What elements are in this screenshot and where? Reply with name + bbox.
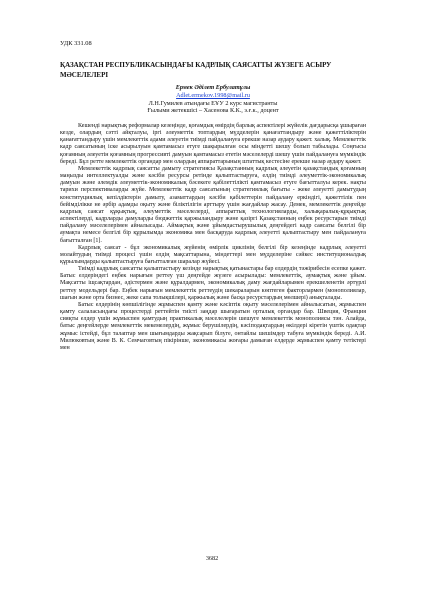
- paper-title: ҚАЗАҚСТАН РЕСПУБЛИКАСЫНДАҒЫ КАДРЛЫҚ САЯСАТТЫ ЖҮЗЕГЕ АСЫРУ МӘСЕЛЕЛЕРІ: [60, 61, 332, 79]
- page-number: 3682: [205, 555, 219, 562]
- paragraph: Батыс елдерінің көпшілігінде жұмыспен қамту және кәсіптік оқыту мәселелерімен айналысатын, жұмыспен қамту салаласындағы процестерді реттейтін тиісті заңдар шығаратын орталық органдар бар. Швеция, Франция сияқты елдер үшін жұмыспен қамтудың практикалық мәселелерін шешуге мемлекеттік монополиясы тән. Алайда, батыс деңгейлерде мемлекеттік мекемелердің, жұмыс берушілердің, кәсіподақтардың өкілдері кіретін үштік одақтар жұмыс істейді, бұл талаптар мен шығымдарды жақсарып білуге, онтайлы шешімдер табуға мүмкіндік береді. А.И. Милюковтың және В. К. Семчаговтың пікірінше, экономикасы жоғары дамыған елдерде жұмыспен қамту тетіктері мен: [60, 301, 366, 351]
- author-email-link[interactable]: Adlet.ermekov.1998@mail.ru: [176, 91, 250, 99]
- paragraph: Кешенді нарықтық реформалар кезеңінде, қоғамдық өмірдің барлық аспектілері жүйелік дағдарысқа ұшыраған кезде, олардың сәтті айқталуы, іргі әлеуметтік топтардың мүдделерін қанағаттандыру және қажеттіліктерін қанағаттандыру үшін мемлекеттік адами әлеуетін тиімді пайдалануға ерекше назар аудару қажет. халық. Мемлекеттік кадр саясатының іске асырылуын қамтамасыз етуге шақырылған осы міндетті шешу болып табылады. Соңғысы қоғамның әлеуетін қоғамның прогрессивті дамуын қамтамасыз ететін мәселелерді шешу үшін пайдалануға мүмкіндік береді. Бұл ретте мемлекеттік органдар мен олардың аппараттарының штаттық кестесіне ерекше назар аудару қажет.: [60, 123, 366, 165]
- paragraph: Кадрлық саясат - бұл экономикалық жүйенің өмірлік циклінің белгілі бір кезеңінде кадрлық әлеуетті молайтудың тиімді процесі үшін елдің мақсаттарына, міндеттері мен мүдделеріне сәйкес институционалдық құрылымдарды қалыптастыруға бағытталған шаралар жүйесі.: [60, 244, 366, 265]
- paper-body: [60, 123, 366, 352]
- author-name: Ермек Әділет Ербулатұлы: [175, 84, 251, 91]
- paragraph: Мемлекеттік кадрлық саясатты дамыту стратегиясы Қазақстанның кадрлық әлеуетін қазақстандық қоғамның маңызды интеллектуалды және кәсіби ресурсы ретінде қалыптастыруға, елдің тиімді әлеуметтік-экономикалық дамуын және әлемдік әлеуметтік-экономикалық бәсекеге қабілеттілікті қамтамасыз етуге бағытталуы керек. нақты тарихи перспективаларды жүйе. Мемлекеттік кадр саясатының стратегиялық бағыты - жеке әлеуетті дамытудың конституциялық кепілдіктерін дамыту, азаматтардың кәсіби қабілеттерін пайдалану еркіндігі, қажеттілік пен бейімділікке не әрбір адамды оқыту және біліктілігін арттыру үшін жағдайлар жасау. Демек, мемлекеттік деңгейде кадрлық саясат құқықтық, әлеуметтік мәселелерді, аппараттық технологияларды, халықаралық-құқықтық аспектілерді, кадрларды дамуларды бюджеттік қаржыландыру және қазіргі Қазақстанның еңбек ресурстарын тиімді пайдалану мәселелерімен айналысады. Аймақтық және ұйымдастырушылық деңгейдегі кадр саясаты белгілі бір аумақта немесе белгілі бір құрылымда экономика мен басқаруда кадрлық әлеуетті қалыптастыру мен пайдалануға бағытталған [1].: [60, 165, 366, 244]
- paragraph: Тиімді кадрлық саясатты қалыптастыру кезінде нарықтық қатынастары бар елдердің тәжірибесін есепке қажет. Батыс елдеріндегі еңбек нарығын реттеу үш деңгейде жүзеге асырылады: мемлекеттік, аумақтық және ұйым. Мақсатты іщсақтардан, әдістермен және құралдармен, экономикалық даму жағдайларымен ерекшеленетін әртүрлі реттеу модельдері бар. Еңбек нарығын мемлекеттік реттеудің шекараларын көптеген факторлармен (монополиялар, шағын және орта бизнес, жеке сапа толықшілері, қаржылық және басқа ресурстардың мөлшері) анықталады.: [60, 266, 366, 301]
- author-block: [60, 84, 366, 115]
- udk-code: УДК 331.08: [60, 40, 92, 47]
- author-affiliation: Л.Н.Гумилев атындағы ЕҰУ 2 курс магистранты: [148, 99, 278, 107]
- author-supervisor: Ғылыми жетекшісі – Хасенова К.К., э.ғ.к., доцент: [147, 107, 279, 115]
